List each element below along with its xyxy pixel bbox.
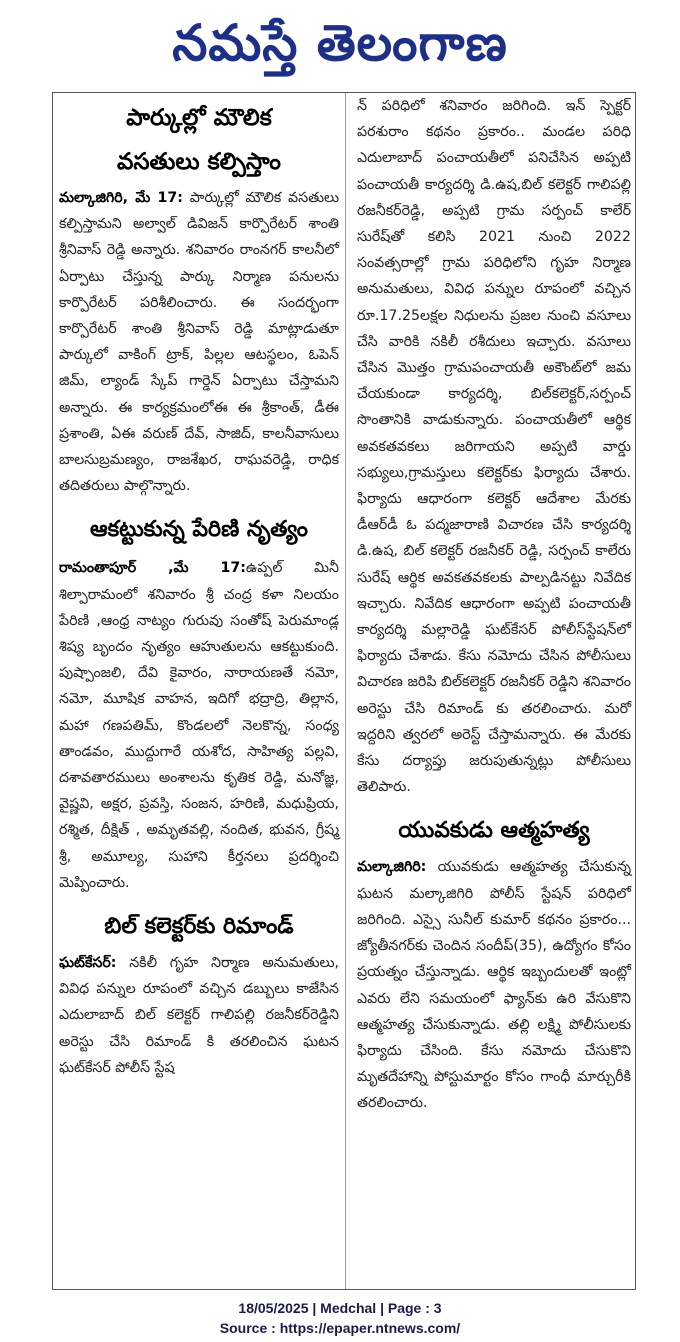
article-suicide-text: యువకుడు ఆత్మహత్య చేసుకున్న ఘటన మల్కాజిగిరి పోలీస్ స్టేషన్ పరిధిలో జరిగింది. ఎస్సై సునీల్ కుమార్ కథనం ప్రకారం... జ్యోతీనగర్‌కు చెందిన సందీప్(35), ఉద్యోగం కోసం ప్రయత్నం చేస్తున్నాడు. ఆర్థిక ఇబ్బందులతో ఇంట్లో ఎవరు లేని సమయంలో ఫ్యాన్‌కు ఉరి వేసుకొని ఆత్మహత్య చేసుకున్నాడు. తల్లి లక్ష్మి పోలీసులకు ఫిర్యాదు చేసింది. కేసు నమోదు చేసుకొని మృతదేహాన్ని పోస్టుమార్టం కోసం గాంధీ మార్చురీకి తరలించారు. — [357, 859, 631, 1112]
footer-source-link[interactable]: Source : https://epaper.ntnews.com/ — [219, 1320, 461, 1336]
article-suicide-headline: యువకుడు ఆత్మహత్య — [398, 818, 590, 844]
article-suicide-dateline: మల్కాజిగిరి: — [357, 859, 427, 876]
news-clipping — [52, 92, 636, 1290]
footer-date-edition-page: 18/05/2025 | Medchal | Page : 3 — [238, 1300, 442, 1316]
left-column — [53, 93, 346, 1289]
article-parks-body — [57, 185, 341, 499]
newspaper-logo: నమస్తే తెలంగాణ — [172, 14, 508, 72]
article-parks-headline-line1: పార్కుల్లో మౌలిక — [126, 105, 272, 131]
article-parks-headline-line2: వసతులు కల్పిస్తాం — [117, 149, 281, 175]
article-bill-collector-dateline: ఘట్‌కేసర్: — [59, 955, 117, 972]
article-parks-dateline: మల్కాజిగిరి, మే 17: — [59, 190, 183, 206]
article-perini-body — [57, 555, 341, 896]
article-bill-collector-text-left: నకిలీ గృహ నిర్మాణ అనుమతులు, వివిధ పన్నుల రూపంలో వచ్చిన డబ్బులు కాజేసిన ఎదులాబాద్ బిల్ కలెక్టర్ గాలిపల్లి రజనీకర్‌రెడ్డిని అరెస్టు చేసి రిమాండ్ కి తరలించిన ఘటన ఘట్‌కేసర్ పోలీస్ స్టేష — [59, 955, 339, 1076]
article-perini-dateline: రామంతాపూర్ ,మే 17: — [59, 560, 246, 577]
article-parks-text: పార్కుల్లో మౌలిక వసతులు కల్పిస్తామని అల్వాల్ డివిజన్ కార్పొరేటర్ శాంతి శ్రీనివాస్ రెడ్డి అన్నారు. శనివారం రాంనగర్ కాలనీలో ఏర్పాటు చేస్తున్న పార్కు నిర్మాణ పనులను కార్పొరేటర్ పరిశీలించారు. ఈ సందర్భంగా కార్పొరేటర్ శాంతి శ్రీనివాస్ రెడ్డి మాట్లాడుతూ పార్కులో వాకింగ్ ట్రాక్, పిల్లల ఆటస్థలం, ఓపెన్ జిమ్, ల్యాండ్ స్కేప్ గార్డెన్ ఏర్పాటు చేస్తామని అన్నారు. ఈ కార్యక్రమంలోఈ ఈ శ్రీకాంత్, డీఈ ప్రశాంతి, ఏఈ వరుణ్ దేవ్, సాజిద్, కాలనీవాసులు బాలసుబ్రమణ్యం, రాజశేఖర, రాఘవరెడ్డి, రాధిక తదితరులు పాల్గొన్నారు. — [59, 190, 340, 495]
right-column — [349, 93, 636, 1289]
article-perini-headline: ఆకట్టుకున్న పేరిణి నృత్యం — [90, 517, 308, 543]
article-bill-collector-body-right: న్ పరిధిలో శనివారం జరిగింది. ఇన్ స్పెక్టర్ పరశురాం కథనం ప్రకారం.. మండల పరిధి ఎదులాబాద్ పంచాయతీలో పనిచేసిన అప్పటి పంచాయతీ కార్యదర్శి డి.ఉష,బిల్ కలెక్టర్ గాలిపల్లి రజనీకర్‌రెడ్డి, అప్పటి గ్రామ సర్పంచ్ కాలేర్ సురేష్‌తో కలిసి 2021 నుంచి 2022 సంవత్సరాల్లో గ్రామ పరిధిలోని గృహ నిర్మాణ అనుమతులు, వివిధ పన్నుల రూపంలో వచ్చిన రూ.17.25లక్షల నిధులను ప్రజల నుంచి వసూలు చేసి వారికి నకిలీ రశీదులు ఇచ్చారు. వసూలు చేసిన మొత్తం గ్రామపంచాయతీ అకౌంట్‌లో జమ చేయకుండా కార్యదర్శి, బిల్‌కలెక్టర్,సర్పంచ్ సొంతానికి వాడుకున్నారు. పంచాయతీలో ఆర్థిక అవకతవకలు జరిగాయని అప్పటి వార్డు సభ్యులు,గ్రామస్తులు కలెక్టర్‌కు ఫిర్యాదు చేశారు. ఫిర్యాదు ఆధారంగా కలెక్టర్ ఆదేశాల మేరకు డీఆర్‌డీ ఓ పద్మజారాణి విచారణ చేసి కార్యదర్శి డి.ఉష, బిల్ కలెక్టర్ రజనీకర్ రెడ్డి, సర్పంచ్ కాలేరు సురేష్ ఆర్థిక అవకతవకలకు పాల్పడినట్టు నివేదిక ఇచ్చారు. నివేదిక ఆధారంగా అప్పటి పంచాయతీ కార్యదర్శి మల్లారెడ్డి ఘట్‌కేసర్ పోలీస్‌స్టేషన్‌లో ఫిర్యాదు చేశాడు. కేసు నమోదు చేసిన పోలీసులు విచారణ జరిపి బిల్‌కలెక్టర్ రజనీకర్ రెడ్డిని శనివారం అరెస్టు చేసి రిమాండ్ కు తరలించారు. మరో ఇద్దరిని త్వరలో అరెస్ట్ చేస్తామన్నారు. ఈ మేరకు కేసు దర్యాప్తు జరుపుతున్నట్లు పోలీసులు తెలిపారు. — [357, 98, 631, 796]
article-perini-text: ఉప్పల్ మినీ శిల్పారామంలో శనివారం శ్రీ చంద్ర కళా నిలయం పేరిణి ,ఆంధ్ర నాట్యం గురువు సంతోష్ పెరుమాండ్ల శిష్య బృందం నృత్యం ఆహుతులను ఆకట్టుకుంది. పుష్పాంజలి, దేవి కైవారం, నారాయణతే నమో, నమో, మూషిక వాహన, ఇదిగో భద్రాద్రి, తిల్లాన, మహా గణపతిమ్, కొండలలో నెలకొన్న, సంధ్య తాండవం, ముద్దుగారే యశోద, సాహిత్య పల్లవి, దశావతారములు అంశాలను కృతిక రెడ్డి, మనోజ్ఞ, వైష్ణవి, అక్షర, ప్రవస్తి, సంజన, హరిణి, మధుప్రియ, రశ్మిత, దీక్షిత్ , అమృతవల్లి, నందిత, భువన, గ్రీష్మ శ్రీ, అమూల్య, సుహాని కీర్తనలు ప్రదర్శించి మెప్పించారు. — [59, 560, 339, 891]
article-bill-collector-body-left — [57, 950, 341, 1081]
article-suicide-body — [355, 854, 633, 1116]
article-bill-collector-headline: బిల్ కలెక్టర్‌కు రిమాండ్ — [104, 914, 294, 940]
masthead — [0, 0, 680, 90]
